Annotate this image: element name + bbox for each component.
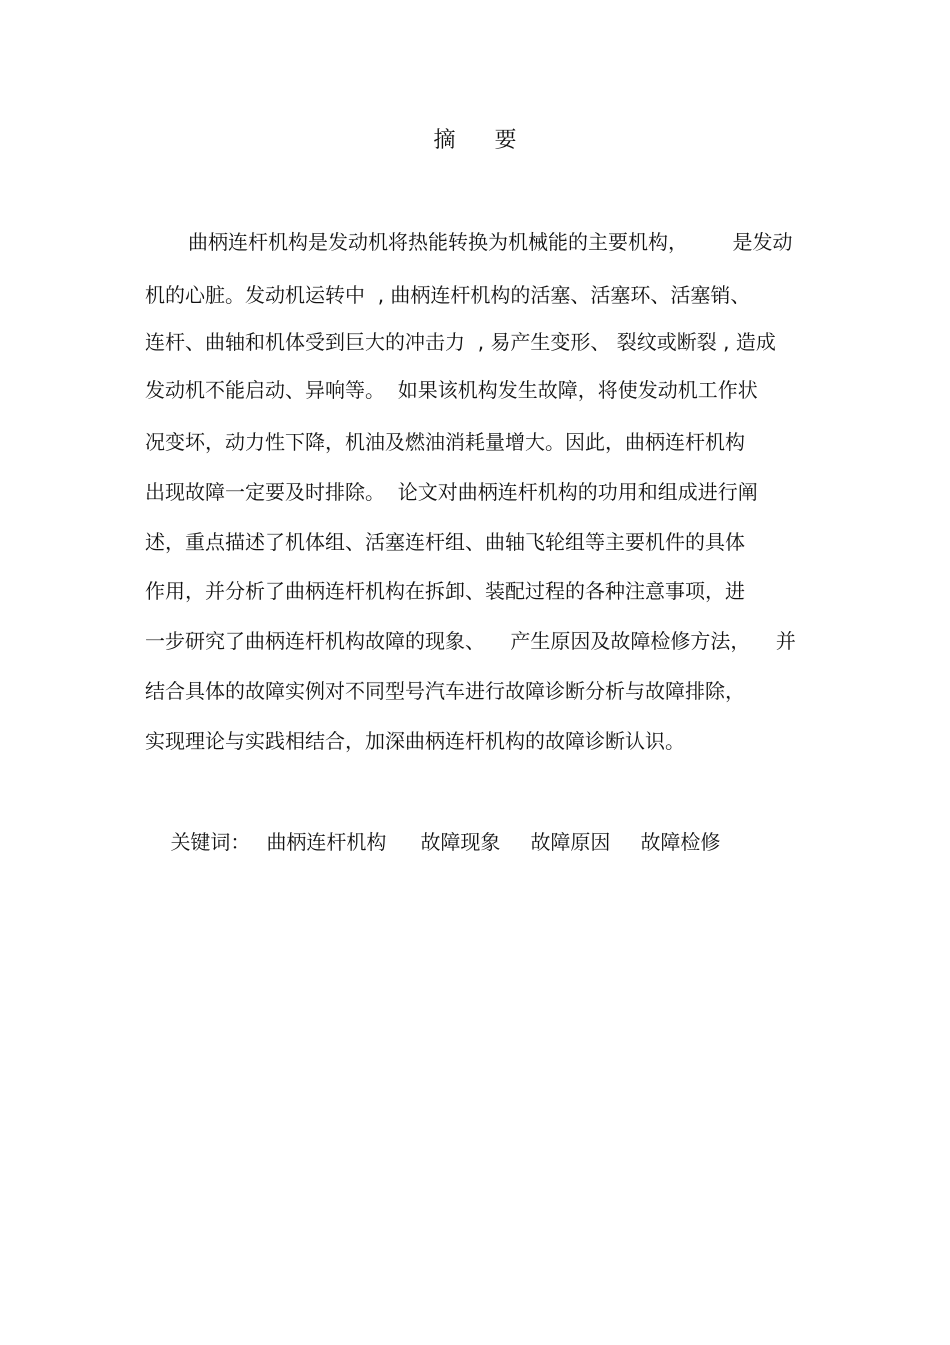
abstract-line-7: 述，重点描述了机体组、活塞连杆组、曲轴飞轮组等主要机件的具体	[145, 530, 745, 554]
abstract-line-4: 发动机不能启动、异响等。 如果该机构发生故障，将使发动机工作状	[145, 378, 758, 402]
abstract-line-1: 曲柄连杆机构是发动机将热能转换为机械能的主要机构， 是发动	[188, 230, 793, 254]
keyword-item: 故障现象	[420, 830, 501, 854]
abstract-line-5: 况变坏，动力性下降，机油及燃油消耗量增大。因此，曲柄连杆机构	[145, 430, 745, 454]
keyword-item: 故障检修	[640, 830, 721, 854]
keyword-item: 曲柄连杆机构	[266, 830, 387, 854]
abstract-line-9: 一步研究了曲柄连杆机构故障的现象、 产生原因及故障检修方法， 并	[145, 629, 796, 653]
keywords-row	[145, 800, 720, 884]
abstract-line-2: 机的心脏。发动机运转中 , 曲柄连杆机构的活塞、活塞环、活塞销、	[145, 283, 751, 307]
abstract-line-6: 出现故障一定要及时排除。 论文对曲柄连杆机构的功用和组成进行阐	[145, 480, 758, 504]
abstract-line-11: 实现理论与实践相结合，加深曲柄连杆机构的故障诊断认识。	[145, 729, 685, 753]
abstract-line-3: 连杆、曲轴和机体受到巨大的冲击力 , 易产生变形、 裂纹或断裂 , 造成	[145, 330, 776, 354]
keywords-label: 关键词：	[170, 830, 251, 854]
abstract-line-8: 作用，并分析了曲柄连杆机构在拆卸、装配过程的各种注意事项，进	[145, 579, 745, 603]
abstract-line-10: 结合具体的故障实例对不同型号汽车进行故障诊断分析与故障排除，	[145, 679, 745, 703]
abstract-title: 摘 要	[433, 128, 533, 153]
keyword-item: 故障原因	[530, 830, 611, 854]
